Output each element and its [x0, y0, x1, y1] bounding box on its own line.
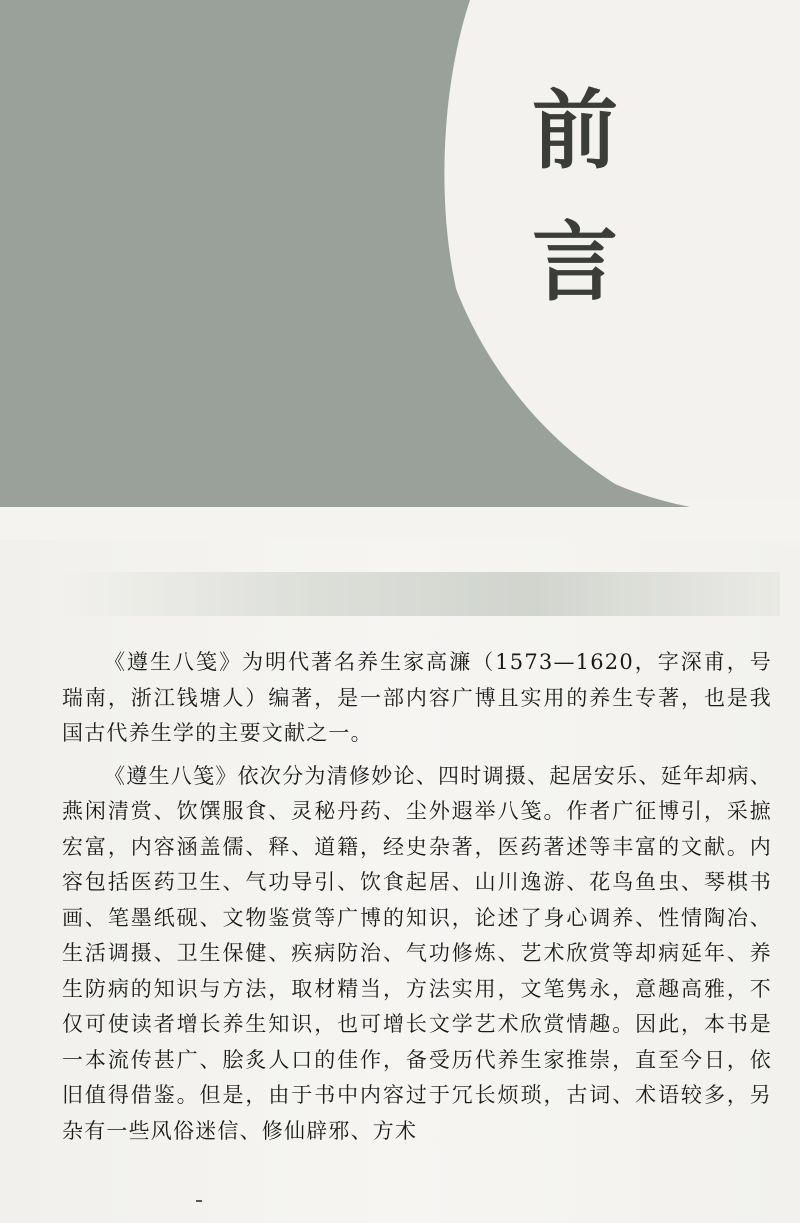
header-curve-shape: [0, 0, 800, 600]
heading-char-2: 言: [532, 213, 618, 313]
preface-body: [62, 645, 772, 1149]
page-mark: [196, 1200, 202, 1202]
paragraph-2: 《遵生八笺》依次分为清修妙论、四时调摄、起居安乐、延年却病、燕闲清赏、饮馔服食、灵秘丹药、尘外遐举八笺。作者广征博引，采摭宏富，内容涵盖儒、释、道籍，经史杂著，医药著述等丰富的文献。内容包括医药卫生、气功导引、饮食起居、山川逸游、花鸟鱼虫、琴棋书画、笔墨纸砚、文物鉴赏等广博的知识，论述了身心调养、性情陶冶、生活调摄、卫生保健、疾病防治、气功修炼、艺术欣赏等却病延年、养生防病的知识与方法，取材精当，方法实用，文笔隽永，意趣高雅，不仅可使读者增长养生知识，也可增长文学艺术欣赏情趣。因此，本书是一本流传甚广、脍炙人口的佳作，备受历代养生家推崇，直至今日，依旧值得借鉴。但是，由于书中内容过于冗长烦琐，古词、术语较多，另杂有一些风俗迷信、修仙辟邪、方术: [62, 763, 772, 1143]
bleed-through-band: [60, 572, 780, 616]
paragraph-1: 《遵生八笺》为明代著名养生家高濂（1573—1620，字深甫，号瑞南，浙江钱塘人）编著，是一部内容广博且实用的养生专著，也是我国古代养生学的主要文献之一。: [62, 650, 772, 745]
heading-char-1: 前: [532, 81, 618, 181]
